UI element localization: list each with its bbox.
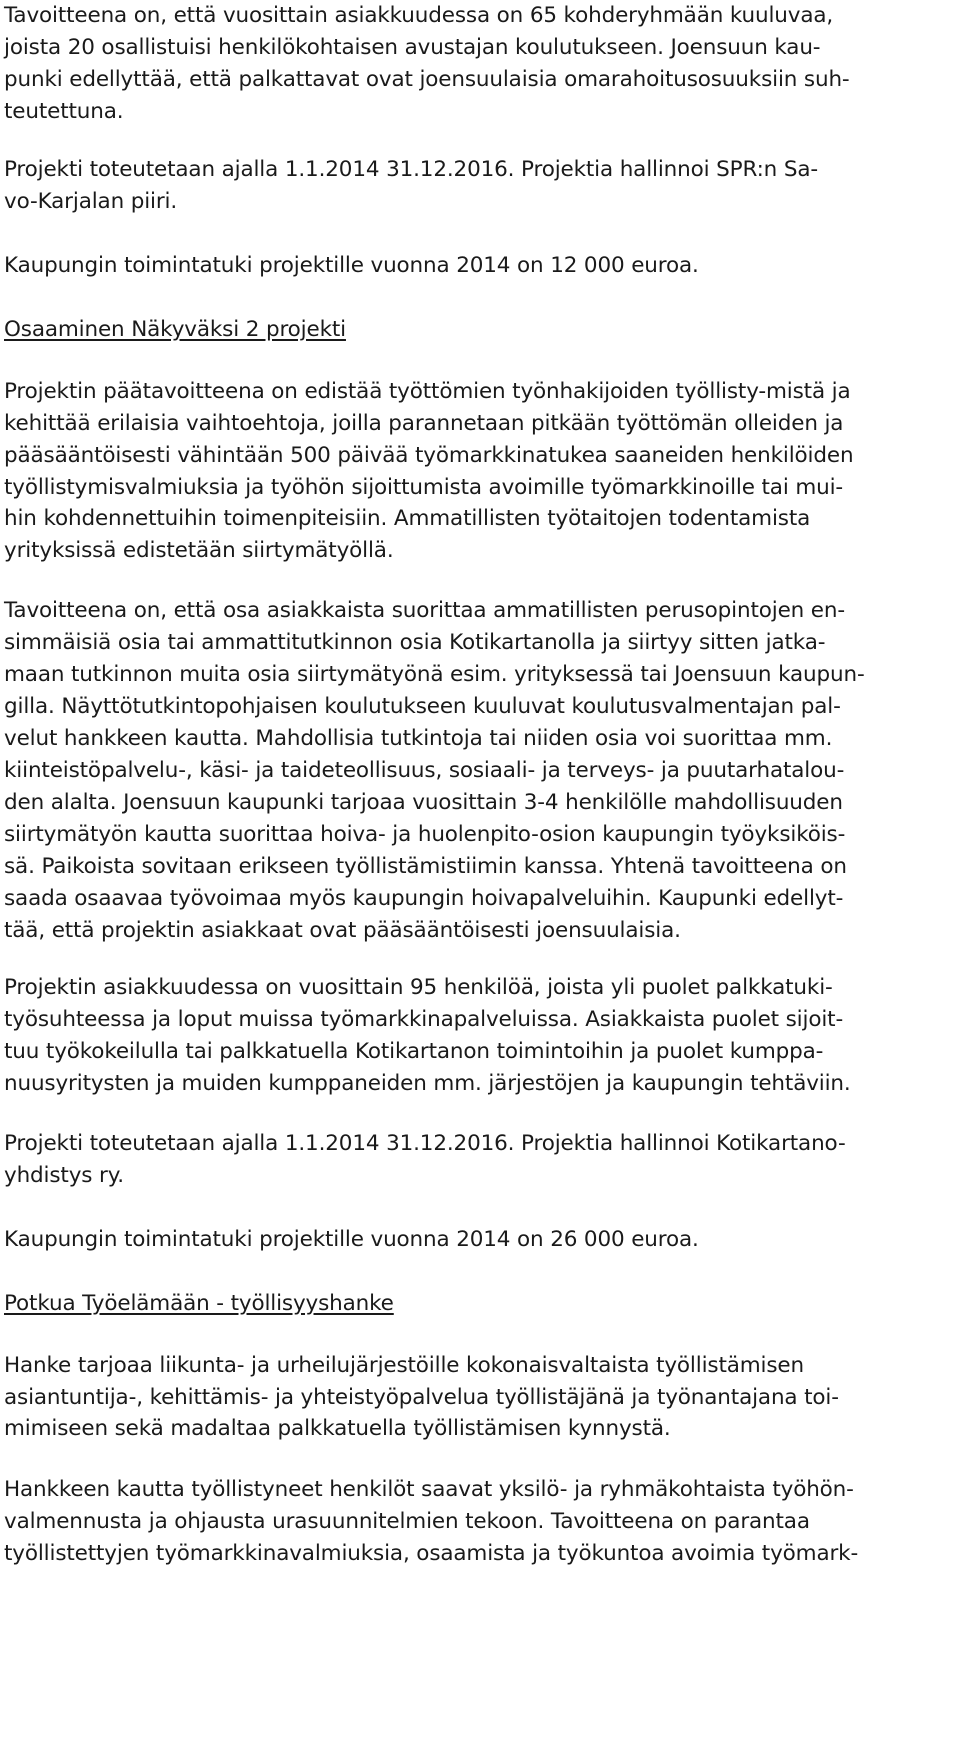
text-line: työllistettyjen työmarkkinavalmiuksia, osaamista ja työkuntoa avoimia työmark-: [4, 1541, 859, 1566]
section-heading: Osaaminen Näkyväksi 2 projekti: [4, 317, 346, 342]
text-line: kehittää erilaisia vaihtoehtoja, joilla parannetaan pitkään työttömän olleiden ja: [4, 411, 844, 436]
text-line: kiinteistöpalvelu-, käsi- ja taideteollisuus, sosiaali- ja terveys- ja puutarhatalou-: [4, 758, 845, 783]
text-line: gilla. Näyttötutkintopohjaisen koulutukseen kuuluvat koulutusvalmentajan pal-: [4, 694, 841, 719]
text-line: velut hankkeen kautta. Mahdollisia tutkintoja tai niiden osia voi suorittaa mm.: [4, 726, 833, 751]
text-line: yhdistys ry.: [4, 1163, 124, 1188]
text-line: nuusyritysten ja muiden kumppaneiden mm. järjestöjen ja kaupungin tehtäviin.: [4, 1071, 851, 1096]
text-line: Tavoitteena on, että osa asiakkaista suorittaa ammatillisten perusopintojen en-: [4, 598, 845, 623]
text-line: den alalta. Joensuun kaupunki tarjoaa vuosittain 3-4 henkilölle mahdollisuuden: [4, 790, 843, 815]
text-line: pääsääntöisesti vähintään 500 päivää työmarkkinatukea saaneiden henkilöiden: [4, 443, 854, 468]
text-line: valmennusta ja ohjausta urasuunnitelmien tekoon. Tavoitteena on parantaa: [4, 1509, 810, 1534]
text-line: Hanke tarjoaa liikunta- ja urheilujärjestöille kokonaisvaltaista työllistämisen: [4, 1353, 804, 1378]
text-line: teutettuna.: [4, 99, 124, 124]
text-line: Hankkeen kautta työllistyneet henkilöt saavat yksilö- ja ryhmäkohtaista työhön-: [4, 1477, 854, 1502]
text-line: yrityksissä edistetään siirtymätyöllä.: [4, 538, 394, 563]
text-line: Projektin päätavoitteena on edistää työttömien työnhakijoiden työllisty-mistä ja: [4, 379, 851, 404]
text-line: sä. Paikoista sovitaan erikseen työllistämistiimin kanssa. Yhtenä tavoitteena on: [4, 854, 847, 879]
text-line: mimiseen sekä madaltaa palkkatuella työllistämisen kynnystä.: [4, 1416, 671, 1441]
text-line: Projekti toteutetaan ajalla 1.1.2014 31.12.2016. Projektia hallinnoi Kotikartano-: [4, 1131, 846, 1156]
text-line: Tavoitteena on, että vuosittain asiakkuudessa on 65 kohderyhmään kuuluvaa,: [4, 3, 834, 28]
text-line: joista 20 osallistuisi henkilökohtaisen avustajan koulutukseen. Joensuun kau-: [4, 35, 821, 60]
text-line: asiantuntija-, kehittämis- ja yhteistyöpalvelua työllistäjänä ja työnantajana toi-: [4, 1385, 839, 1410]
text-line: punki edellyttää, että palkattavat ovat joensuulaisia omarahoitusosuuksiin suh-: [4, 67, 850, 92]
text-line: Projektin asiakkuudessa on vuosittain 95 henkilöä, joista yli puolet palkkatuki-: [4, 975, 833, 1000]
section-heading: Potkua Työelämään - työllisyyshanke: [4, 1291, 394, 1316]
text-line: vo-Karjalan piiri.: [4, 189, 178, 214]
text-line: siirtymätyön kautta suorittaa hoiva- ja huolenpito-osion kaupungin työyksiköis-: [4, 822, 846, 847]
text-line: hin kohdennettuihin toimenpiteisiin. Ammatillisten työtaitojen todentamista: [4, 506, 811, 531]
text-line: tuu työkokeilulla tai palkkatuella Kotikartanon toimintoihin ja puolet kumppa-: [4, 1039, 824, 1064]
text-line: työsuhteessa ja loput muissa työmarkkinapalveluissa. Asiakkaista puolet sijoit-: [4, 1007, 844, 1032]
text-line: Kaupungin toimintatuki projektille vuonna 2014 on 26 000 euroa.: [4, 1227, 699, 1252]
text-line: tää, että projektin asiakkaat ovat pääsääntöisesti joensuulaisia.: [4, 918, 681, 943]
text-line: Projekti toteutetaan ajalla 1.1.2014 31.12.2016. Projektia hallinnoi SPR:n Sa-: [4, 157, 818, 182]
text-line: maan tutkinnon muita osia siirtymätyönä esim. yrityksessä tai Joensuun kaupun-: [4, 662, 865, 687]
text-line: simmäisiä osia tai ammattitutkinnon osia Kotikartanolla ja siirtyy sitten jatka-: [4, 630, 826, 655]
text-line: saada osaavaa työvoimaa myös kaupungin hoivapalveluihin. Kaupunki edellyt-: [4, 886, 844, 911]
text-line: työllistymisvalmiuksia ja työhön sijoittumista avoimille työmarkkinoille tai mui-: [4, 475, 844, 500]
text-line: Kaupungin toimintatuki projektille vuonna 2014 on 12 000 euroa.: [4, 253, 699, 278]
